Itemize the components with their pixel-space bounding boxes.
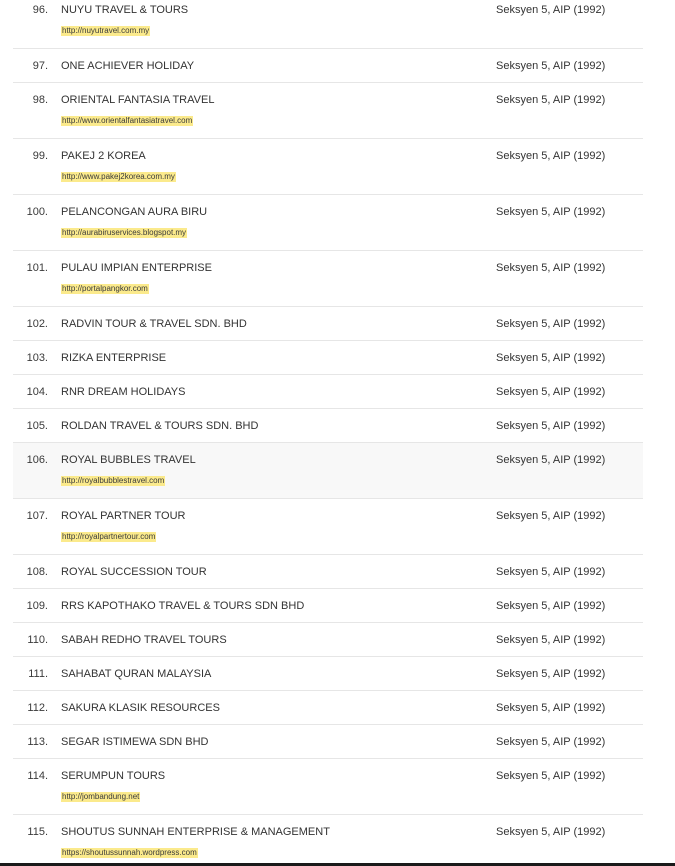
company-website-link[interactable]: http://royalbubblestravel.com — [62, 476, 165, 485]
row-number: 98. — [32, 94, 48, 106]
table-row — [13, 815, 643, 866]
table-row — [13, 657, 643, 691]
legal-provision: Seksyen 5, AIP (1992) — [496, 566, 606, 578]
company-name: PELANCONGAN AURA BIRU — [61, 206, 208, 218]
row-number: 109. — [26, 600, 48, 612]
legal-provision: Seksyen 5, AIP (1992) — [496, 318, 606, 330]
company-website-link[interactable]: http://royalpartnertour.com — [62, 532, 156, 541]
row-number: 115. — [27, 826, 48, 838]
legal-provision: Seksyen 5, AIP (1992) — [496, 352, 606, 364]
company-name: SAKURA KLASIK RESOURCES — [61, 702, 220, 714]
company-name: RADVIN TOUR & TRAVEL SDN. BHD — [61, 318, 247, 330]
table-row — [13, 139, 643, 195]
legal-provision: Seksyen 5, AIP (1992) — [496, 770, 606, 782]
row-number: 108. — [26, 566, 48, 578]
row-number: 112. — [27, 702, 48, 714]
legal-provision: Seksyen 5, AIP (1992) — [496, 206, 606, 218]
company-website-link[interactable]: https://shoutussunnah.wordpress.com — [62, 848, 197, 857]
row-number: 102. — [26, 318, 48, 330]
row-number: 97. — [32, 60, 48, 72]
row-number: 101. — [26, 262, 48, 274]
table-row — [13, 623, 643, 657]
row-number: 103. — [26, 352, 48, 364]
table-row — [13, 375, 643, 409]
table-row — [13, 195, 643, 251]
legal-provision: Seksyen 5, AIP (1992) — [496, 150, 606, 162]
company-website-link[interactable]: http://nuyutravel.com.my — [62, 26, 150, 35]
company-name: ROYAL SUCCESSION TOUR — [61, 566, 207, 578]
table-row — [13, 443, 643, 499]
table-row — [13, 725, 643, 759]
legal-provision: Seksyen 5, AIP (1992) — [496, 4, 606, 16]
legal-provision: Seksyen 5, AIP (1992) — [496, 600, 606, 612]
legal-provision: Seksyen 5, AIP (1992) — [496, 454, 606, 466]
row-number: 96. — [32, 4, 48, 16]
table-row — [13, 759, 643, 815]
table-row — [13, 0, 643, 49]
company-name: PAKEJ 2 KOREA — [61, 150, 146, 162]
legal-provision: Seksyen 5, AIP (1992) — [496, 668, 606, 680]
table-row — [13, 589, 643, 623]
company-name: SAHABAT QURAN MALAYSIA — [61, 668, 212, 680]
row-number: 110. — [27, 634, 48, 646]
legal-provision: Seksyen 5, AIP (1992) — [496, 60, 606, 72]
company-name: ORIENTAL FANTASIA TRAVEL — [61, 94, 215, 106]
company-name: SERUMPUN TOURS — [61, 770, 166, 782]
table-row — [13, 555, 643, 589]
company-website-link[interactable]: http://aurabiruservices.blogspot.my — [62, 228, 187, 237]
legal-provision: Seksyen 5, AIP (1992) — [496, 386, 606, 398]
legal-provision: Seksyen 5, AIP (1992) — [496, 634, 606, 646]
row-number: 111. — [28, 668, 48, 680]
table-row — [13, 341, 643, 375]
legal-provision: Seksyen 5, AIP (1992) — [496, 826, 606, 838]
operators-table — [13, 0, 643, 866]
table-row — [13, 691, 643, 725]
company-name: SEGAR ISTIMEWA SDN BHD — [61, 736, 209, 748]
legal-provision: Seksyen 5, AIP (1992) — [496, 262, 606, 274]
company-name: RRS KAPOTHAKO TRAVEL & TOURS SDN BHD — [61, 600, 305, 612]
table-row — [13, 409, 643, 443]
table-row — [13, 83, 643, 139]
row-number: 100. — [26, 206, 48, 218]
row-number: 106. — [26, 454, 48, 466]
company-name: SHOUTUS SUNNAH ENTERPRISE & MANAGEMENT — [61, 826, 330, 838]
row-number: 104. — [26, 386, 48, 398]
company-name: RNR DREAM HOLIDAYS — [61, 386, 186, 398]
company-name: SABAH REDHO TRAVEL TOURS — [61, 634, 227, 646]
company-name: ONE ACHIEVER HOLIDAY — [61, 60, 195, 72]
company-website-link[interactable]: http://www.pakej2korea.com.my — [62, 172, 175, 181]
company-name: NUYU TRAVEL & TOURS — [61, 4, 189, 16]
company-name: PULAU IMPIAN ENTERPRISE — [61, 262, 212, 274]
legal-provision: Seksyen 5, AIP (1992) — [496, 94, 606, 106]
table-row — [13, 49, 643, 83]
table-row — [13, 251, 643, 307]
row-number: 105. — [26, 420, 48, 432]
row-number: 114. — [27, 770, 48, 782]
company-website-link[interactable]: http://jombandung.net — [62, 792, 140, 801]
company-name: ROLDAN TRAVEL & TOURS SDN. BHD — [61, 420, 259, 432]
legal-provision: Seksyen 5, AIP (1992) — [496, 736, 606, 748]
company-name: ROYAL BUBBLES TRAVEL — [61, 454, 196, 466]
table-row — [13, 307, 643, 341]
company-website-link[interactable]: http://portalpangkor.com — [62, 284, 148, 293]
company-website-link[interactable]: http://www.orientalfantasiatravel.com — [62, 116, 193, 125]
legal-provision: Seksyen 5, AIP (1992) — [496, 420, 606, 432]
company-name: ROYAL PARTNER TOUR — [61, 510, 186, 522]
row-number: 107. — [26, 510, 48, 522]
row-number: 113. — [27, 736, 48, 748]
row-number: 99. — [32, 150, 48, 162]
table-row — [13, 499, 643, 555]
company-name: RIZKA ENTERPRISE — [61, 352, 167, 364]
legal-provision: Seksyen 5, AIP (1992) — [496, 510, 606, 522]
legal-provision: Seksyen 5, AIP (1992) — [496, 702, 606, 714]
